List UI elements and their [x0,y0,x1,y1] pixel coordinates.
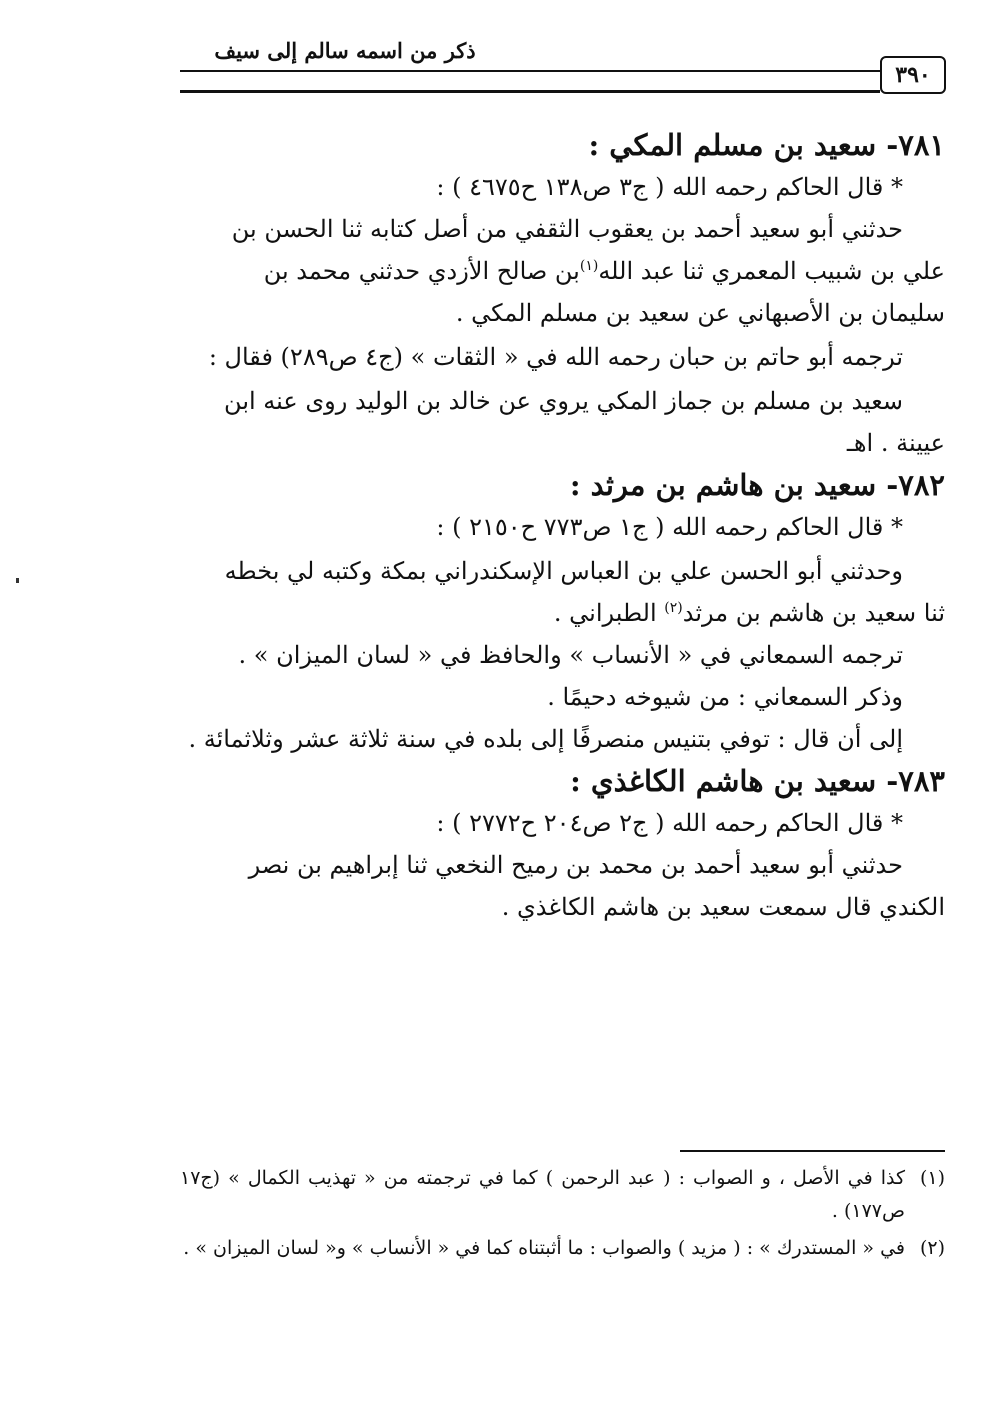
entry-line: * قال الحاكم رحمه الله ( ج١ ص٧٧٣ ح٢١٥٠ ) : [436,513,903,541]
footnote-text: كذا في الأصل ، و الصواب : ( عبد الرحمن ) كما في ترجمته من « تهذيب الكمال » (ج١٧ ص١٧٧) . [180,1167,905,1222]
header-rule-thick [180,90,880,93]
footnote-text: في « المستدرك » : ( مزيد ) والصواب : ما أثبتناه كما في « الأنساب » و« لسان الميزان » . [183,1237,905,1259]
entry-line [180,250,945,292]
footnote-ref: (١) [579,258,599,274]
footnotes [180,1162,945,1269]
entry-line: ترجمه السمعاني في « الأنساب » والحافظ في « لسان الميزان » . [238,641,903,669]
entry-line: وحدثني أبو الحسن علي بن العباس الإسكندراني بمكة وكتبه لي بخطه [224,557,903,585]
entry-line: حدثني أبو سعيد أحمد بن محمد بن رميح النخعي ثنا إبراهيم بن نصر [248,851,903,879]
entry-line-part: الطبراني . [553,599,657,627]
scan-speck [16,578,19,583]
page-body [180,124,945,928]
entry-title: ٧٨٣- سعيد بن هاشم الكاغذي : [570,764,945,798]
running-title: ذكر من اسمه سالم إلى سيف [214,38,476,63]
entry-line: * قال الحاكم رحمه الله ( ج٢ ص٢٠٤ ح٢٧٧٢ ) : [436,809,903,837]
footnote-number: (١) [919,1167,945,1189]
entry-line: * قال الحاكم رحمه الله ( ج٣ ص١٣٨ ح٤٦٧٥ ) : [436,173,903,201]
entry-line-part: علي بن شبيب المعمري ثنا عبد الله [598,257,945,285]
entry-line: عيينة . اهـ [846,429,945,457]
footnote-ref: (٢) [664,600,683,616]
entry-line-part: ثنا سعيد بن هاشم بن مرثد [682,599,945,627]
entry-line [180,592,945,634]
entry-line: سليمان بن الأصبهاني عن سعيد بن مسلم المكي . [455,299,945,327]
entry-line: سعيد بن مسلم بن جماز المكي يروي عن خالد بن الوليد روى عنه ابن [224,387,903,415]
entry-line: الكندي قال سمعت سعيد بن هاشم الكاغذي . [501,893,945,921]
entry-line: ترجمه أبو حاتم بن حبان رحمه الله في « الثقات » (ج٤ ص٢٨٩) فقال : [208,343,903,371]
entry-line: وذكر السمعاني : من شيوخه دحيمًا . [547,683,903,711]
entry-title: ٧٨٢- سعيد بن هاشم بن مرثد : [569,468,945,502]
footnote-number: (٢) [919,1237,945,1259]
entry-line: حدثني أبو سعيد أحمد بن يعقوب الثقفي من أصل كتابه ثنا الحسن بن [231,215,903,243]
entry-title: ٧٨١- سعيد بن مسلم المكي : [588,128,945,162]
page-number: ٣٩٠ [880,56,946,94]
entry-line: إلى أن قال : توفي بتنيس منصرفًا إلى بلده في سنة ثلاثة عشر وثلاثمائة . [188,725,903,753]
header-rule-thin [180,70,880,72]
footnote [180,1232,945,1265]
entry-line-part: بن صالح الأزدي حدثني محمد بن [263,257,580,285]
footnote [180,1162,945,1228]
footnote-rule [680,1150,945,1152]
